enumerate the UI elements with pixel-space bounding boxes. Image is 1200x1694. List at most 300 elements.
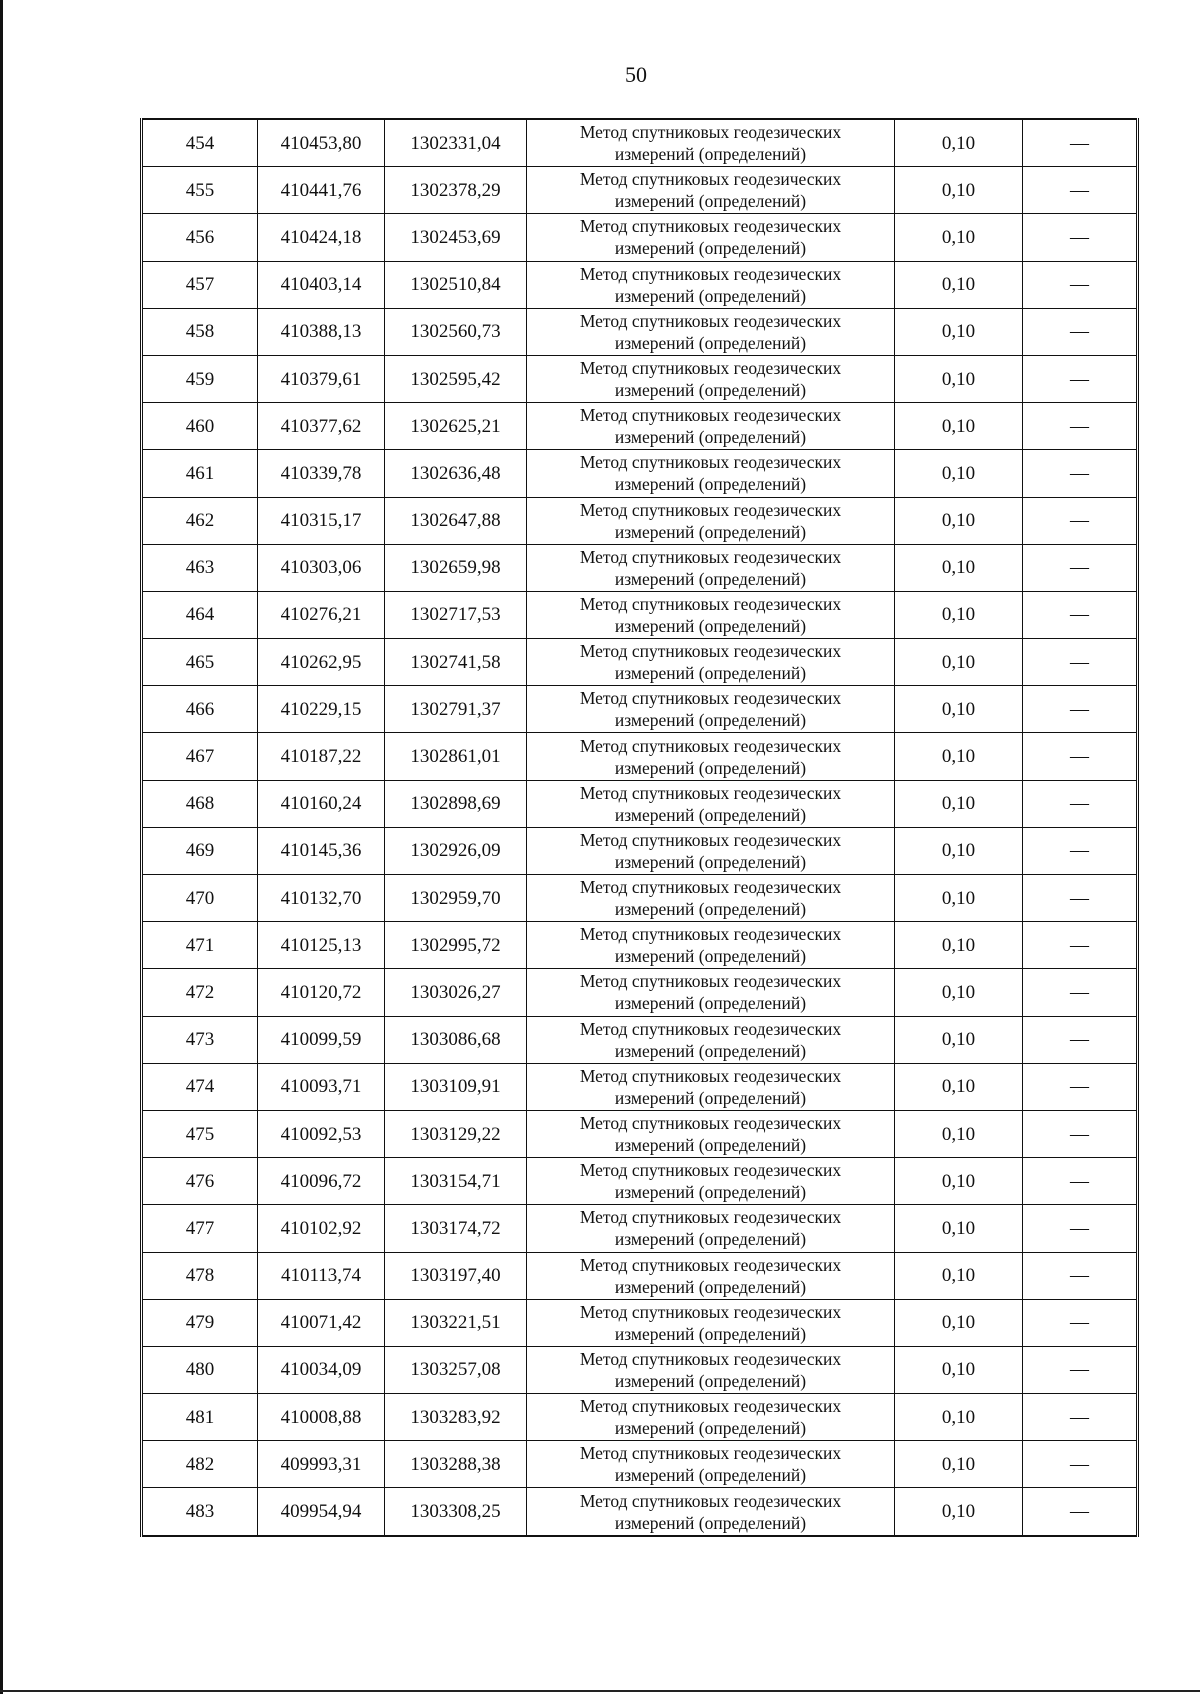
table-row xyxy=(142,261,1138,308)
x-coordinate-cell: 410441,76 xyxy=(258,167,385,214)
method-line-1: Метод спутниковых геодезических xyxy=(579,688,842,709)
note-cell xyxy=(1023,1252,1138,1299)
method-line-2: измерений (определений) xyxy=(614,946,807,967)
note-cell xyxy=(1023,591,1138,638)
note-dash: — xyxy=(1070,1170,1089,1192)
x-coordinate-cell: 410453,80 xyxy=(258,119,385,167)
method-line-2: измерений (определений) xyxy=(614,1465,807,1486)
table-row xyxy=(142,591,1138,638)
note-cell xyxy=(1023,1299,1138,1346)
method-line-1: Метод спутниковых геодезических xyxy=(579,971,842,992)
y-coordinate-cell: 1302995,72 xyxy=(385,922,527,969)
accuracy-cell: 0,10 xyxy=(895,639,1023,686)
method-line-2: измерений (определений) xyxy=(614,1087,807,1108)
note-cell xyxy=(1023,1205,1138,1252)
accuracy-cell: 0,10 xyxy=(895,119,1023,167)
method-line-2: измерений (определений) xyxy=(614,332,807,353)
y-coordinate-cell: 1302595,42 xyxy=(385,355,527,402)
method-line-2: измерений (определений) xyxy=(614,899,807,920)
note-dash: — xyxy=(1070,887,1089,909)
method-cell xyxy=(527,119,895,167)
x-coordinate-cell: 410424,18 xyxy=(258,214,385,261)
y-coordinate-cell: 1303197,40 xyxy=(385,1252,527,1299)
note-dash: — xyxy=(1070,746,1089,768)
method-line-2: измерений (определений) xyxy=(614,993,807,1014)
accuracy-cell: 0,10 xyxy=(895,167,1023,214)
method-line-2: измерений (определений) xyxy=(614,804,807,825)
page-number: 50 xyxy=(625,62,647,87)
accuracy-cell: 0,10 xyxy=(895,544,1023,591)
x-coordinate-cell: 410071,42 xyxy=(258,1299,385,1346)
note-dash: — xyxy=(1070,840,1089,862)
method-cell xyxy=(527,780,895,827)
accuracy-cell: 0,10 xyxy=(895,969,1023,1016)
note-cell xyxy=(1023,403,1138,450)
point-number-cell: 477 xyxy=(142,1205,258,1252)
point-number-cell: 454 xyxy=(142,119,258,167)
x-coordinate-cell: 410132,70 xyxy=(258,875,385,922)
table-row xyxy=(142,497,1138,544)
method-cell xyxy=(527,639,895,686)
method-line-1: Метод спутниковых геодезических xyxy=(579,877,842,898)
method-cell xyxy=(527,308,895,355)
note-cell xyxy=(1023,214,1138,261)
method-line-1: Метод спутниковых геодезических xyxy=(579,310,842,331)
table-row xyxy=(142,1346,1138,1393)
y-coordinate-cell: 1303129,22 xyxy=(385,1110,527,1157)
table-row xyxy=(142,780,1138,827)
note-cell xyxy=(1023,1488,1138,1536)
table-row xyxy=(142,1110,1138,1157)
method-line-2: измерений (определений) xyxy=(614,191,807,212)
method-line-1: Метод спутниковых геодезических xyxy=(579,546,842,567)
method-line-2: измерений (определений) xyxy=(614,1229,807,1250)
point-number-cell: 481 xyxy=(142,1394,258,1441)
x-coordinate-cell: 410187,22 xyxy=(258,733,385,780)
point-number-cell: 467 xyxy=(142,733,258,780)
x-coordinate-cell: 410096,72 xyxy=(258,1158,385,1205)
y-coordinate-cell: 1302959,70 xyxy=(385,875,527,922)
method-line-1: Метод спутниковых геодезических xyxy=(579,1301,842,1322)
note-dash: — xyxy=(1070,1453,1089,1475)
method-cell xyxy=(527,261,895,308)
note-dash: — xyxy=(1070,1312,1089,1334)
method-cell xyxy=(527,1110,895,1157)
y-coordinate-cell: 1302659,98 xyxy=(385,544,527,591)
point-number-cell: 468 xyxy=(142,780,258,827)
method-cell xyxy=(527,1488,895,1536)
accuracy-cell: 0,10 xyxy=(895,403,1023,450)
method-cell xyxy=(527,1299,895,1346)
note-cell xyxy=(1023,308,1138,355)
coordinates-table-body xyxy=(142,119,1138,1536)
point-number-cell: 455 xyxy=(142,167,258,214)
note-dash: — xyxy=(1070,415,1089,437)
note-cell xyxy=(1023,922,1138,969)
accuracy-cell: 0,10 xyxy=(895,875,1023,922)
coordinates-table xyxy=(140,118,1139,1537)
note-cell xyxy=(1023,1346,1138,1393)
y-coordinate-cell: 1302331,04 xyxy=(385,119,527,167)
method-line-1: Метод спутниковых геодезических xyxy=(579,452,842,473)
method-line-1: Метод спутниковых геодезических xyxy=(579,1018,842,1039)
x-coordinate-cell: 410099,59 xyxy=(258,1016,385,1063)
table-row xyxy=(142,922,1138,969)
accuracy-cell: 0,10 xyxy=(895,922,1023,969)
y-coordinate-cell: 1303174,72 xyxy=(385,1205,527,1252)
method-line-2: измерений (определений) xyxy=(614,663,807,684)
method-line-2: измерений (определений) xyxy=(614,1512,807,1533)
method-line-2: измерений (определений) xyxy=(614,1418,807,1439)
method-cell xyxy=(527,544,895,591)
note-cell xyxy=(1023,1394,1138,1441)
method-line-1: Метод спутниковых геодезических xyxy=(579,1443,842,1464)
method-cell xyxy=(527,733,895,780)
note-dash: — xyxy=(1070,698,1089,720)
y-coordinate-cell: 1302453,69 xyxy=(385,214,527,261)
y-coordinate-cell: 1303257,08 xyxy=(385,1346,527,1393)
accuracy-cell: 0,10 xyxy=(895,355,1023,402)
note-cell xyxy=(1023,1158,1138,1205)
method-cell xyxy=(527,214,895,261)
method-line-2: измерений (определений) xyxy=(614,1040,807,1061)
y-coordinate-cell: 1303288,38 xyxy=(385,1441,527,1488)
x-coordinate-cell: 410339,78 xyxy=(258,450,385,497)
method-line-2: измерений (определений) xyxy=(614,521,807,542)
point-number-cell: 461 xyxy=(142,450,258,497)
y-coordinate-cell: 1302378,29 xyxy=(385,167,527,214)
method-cell xyxy=(527,1016,895,1063)
accuracy-cell: 0,10 xyxy=(895,1441,1023,1488)
method-line-1: Метод спутниковых геодезических xyxy=(579,782,842,803)
method-cell xyxy=(527,1205,895,1252)
note-cell xyxy=(1023,119,1138,167)
point-number-cell: 460 xyxy=(142,403,258,450)
method-cell xyxy=(527,969,895,1016)
note-dash: — xyxy=(1070,604,1089,626)
point-number-cell: 470 xyxy=(142,875,258,922)
table-row xyxy=(142,827,1138,874)
note-dash: — xyxy=(1070,1123,1089,1145)
accuracy-cell: 0,10 xyxy=(895,1063,1023,1110)
y-coordinate-cell: 1302717,53 xyxy=(385,591,527,638)
note-cell xyxy=(1023,827,1138,874)
note-cell xyxy=(1023,1016,1138,1063)
y-coordinate-cell: 1303283,92 xyxy=(385,1394,527,1441)
y-coordinate-cell: 1303154,71 xyxy=(385,1158,527,1205)
scan-left-edge xyxy=(0,0,3,1694)
method-line-1: Метод спутниковых геодезических xyxy=(579,1207,842,1228)
accuracy-cell: 0,10 xyxy=(895,1205,1023,1252)
note-dash: — xyxy=(1070,462,1089,484)
note-dash: — xyxy=(1070,934,1089,956)
accuracy-cell: 0,10 xyxy=(895,1488,1023,1536)
y-coordinate-cell: 1302510,84 xyxy=(385,261,527,308)
note-cell xyxy=(1023,875,1138,922)
note-dash: — xyxy=(1070,1265,1089,1287)
accuracy-cell: 0,10 xyxy=(895,261,1023,308)
x-coordinate-cell: 410102,92 xyxy=(258,1205,385,1252)
table-row xyxy=(142,1441,1138,1488)
note-cell xyxy=(1023,1063,1138,1110)
x-coordinate-cell: 410125,13 xyxy=(258,922,385,969)
point-number-cell: 458 xyxy=(142,308,258,355)
method-line-2: измерений (определений) xyxy=(614,238,807,259)
point-number-cell: 464 xyxy=(142,591,258,638)
accuracy-cell: 0,10 xyxy=(895,214,1023,261)
method-line-2: измерений (определений) xyxy=(614,615,807,636)
accuracy-cell: 0,10 xyxy=(895,1110,1023,1157)
x-coordinate-cell: 410315,17 xyxy=(258,497,385,544)
note-dash: — xyxy=(1070,1406,1089,1428)
accuracy-cell: 0,10 xyxy=(895,1346,1023,1393)
method-line-2: измерений (определений) xyxy=(614,427,807,448)
note-cell xyxy=(1023,733,1138,780)
x-coordinate-cell: 410403,14 xyxy=(258,261,385,308)
note-cell xyxy=(1023,1441,1138,1488)
x-coordinate-cell: 410303,06 xyxy=(258,544,385,591)
x-coordinate-cell: 410377,62 xyxy=(258,403,385,450)
accuracy-cell: 0,10 xyxy=(895,591,1023,638)
method-cell xyxy=(527,1394,895,1441)
table-row xyxy=(142,308,1138,355)
method-cell xyxy=(527,875,895,922)
x-coordinate-cell: 410262,95 xyxy=(258,639,385,686)
x-coordinate-cell: 409954,94 xyxy=(258,1488,385,1536)
method-line-1: Метод спутниковых геодезических xyxy=(579,1113,842,1134)
note-cell xyxy=(1023,686,1138,733)
note-dash: — xyxy=(1070,651,1089,673)
table-row xyxy=(142,733,1138,780)
method-line-2: измерений (определений) xyxy=(614,1182,807,1203)
x-coordinate-cell: 410229,15 xyxy=(258,686,385,733)
method-line-1: Метод спутниковых геодезических xyxy=(579,641,842,662)
note-dash: — xyxy=(1070,179,1089,201)
method-line-1: Метод спутниковых геодезических xyxy=(579,1254,842,1275)
point-number-cell: 482 xyxy=(142,1441,258,1488)
point-number-cell: 459 xyxy=(142,355,258,402)
method-line-2: измерений (определений) xyxy=(614,144,807,165)
method-line-2: измерений (определений) xyxy=(614,474,807,495)
accuracy-cell: 0,10 xyxy=(895,733,1023,780)
x-coordinate-cell: 410008,88 xyxy=(258,1394,385,1441)
x-coordinate-cell: 410276,21 xyxy=(258,591,385,638)
method-line-2: измерений (определений) xyxy=(614,1370,807,1391)
method-line-1: Метод спутниковых геодезических xyxy=(579,593,842,614)
y-coordinate-cell: 1302741,58 xyxy=(385,639,527,686)
note-cell xyxy=(1023,261,1138,308)
table-row xyxy=(142,639,1138,686)
table-row xyxy=(142,1205,1138,1252)
method-line-1: Метод спутниковых геодезических xyxy=(579,1396,842,1417)
point-number-cell: 479 xyxy=(142,1299,258,1346)
note-cell xyxy=(1023,780,1138,827)
x-coordinate-cell: 410120,72 xyxy=(258,969,385,1016)
y-coordinate-cell: 1303221,51 xyxy=(385,1299,527,1346)
y-coordinate-cell: 1303109,91 xyxy=(385,1063,527,1110)
method-line-1: Метод спутниковых геодезических xyxy=(579,358,842,379)
method-cell xyxy=(527,1441,895,1488)
method-line-2: измерений (определений) xyxy=(614,380,807,401)
accuracy-cell: 0,10 xyxy=(895,1016,1023,1063)
method-line-1: Метод спутниковых геодезических xyxy=(579,216,842,237)
method-line-1: Метод спутниковых геодезических xyxy=(579,499,842,520)
note-dash: — xyxy=(1070,510,1089,532)
table-row xyxy=(142,355,1138,402)
x-coordinate-cell: 410034,09 xyxy=(258,1346,385,1393)
note-dash: — xyxy=(1070,274,1089,296)
accuracy-cell: 0,10 xyxy=(895,1299,1023,1346)
note-cell xyxy=(1023,450,1138,497)
x-coordinate-cell: 410145,36 xyxy=(258,827,385,874)
method-line-2: измерений (определений) xyxy=(614,757,807,778)
method-cell xyxy=(527,355,895,402)
point-number-cell: 474 xyxy=(142,1063,258,1110)
note-dash: — xyxy=(1070,793,1089,815)
table-row xyxy=(142,1016,1138,1063)
accuracy-cell: 0,10 xyxy=(895,1394,1023,1441)
table-row xyxy=(142,1299,1138,1346)
note-cell xyxy=(1023,1110,1138,1157)
x-coordinate-cell: 410092,53 xyxy=(258,1110,385,1157)
method-cell xyxy=(527,403,895,450)
method-cell xyxy=(527,686,895,733)
table-row xyxy=(142,450,1138,497)
note-cell xyxy=(1023,167,1138,214)
method-cell xyxy=(527,1252,895,1299)
accuracy-cell: 0,10 xyxy=(895,308,1023,355)
table-row xyxy=(142,119,1138,167)
note-dash: — xyxy=(1070,1217,1089,1239)
method-line-1: Метод спутниковых геодезических xyxy=(579,924,842,945)
note-cell xyxy=(1023,497,1138,544)
note-dash: — xyxy=(1070,226,1089,248)
point-number-cell: 483 xyxy=(142,1488,258,1536)
x-coordinate-cell: 410093,71 xyxy=(258,1063,385,1110)
method-line-1: Метод спутниковых геодезических xyxy=(579,735,842,756)
method-line-2: измерений (определений) xyxy=(614,1323,807,1344)
y-coordinate-cell: 1302560,73 xyxy=(385,308,527,355)
y-coordinate-cell: 1302898,69 xyxy=(385,780,527,827)
method-line-2: измерений (определений) xyxy=(614,710,807,731)
note-dash: — xyxy=(1070,1076,1089,1098)
method-cell xyxy=(527,450,895,497)
table-row xyxy=(142,1394,1138,1441)
table-row xyxy=(142,167,1138,214)
method-line-1: Метод спутниковых геодезических xyxy=(579,263,842,284)
method-line-2: измерений (определений) xyxy=(614,1135,807,1156)
table-row xyxy=(142,686,1138,733)
point-number-cell: 478 xyxy=(142,1252,258,1299)
point-number-cell: 473 xyxy=(142,1016,258,1063)
x-coordinate-cell: 410388,13 xyxy=(258,308,385,355)
x-coordinate-cell: 410379,61 xyxy=(258,355,385,402)
y-coordinate-cell: 1302861,01 xyxy=(385,733,527,780)
x-coordinate-cell: 410160,24 xyxy=(258,780,385,827)
method-cell xyxy=(527,1346,895,1393)
y-coordinate-cell: 1303308,25 xyxy=(385,1488,527,1536)
note-dash: — xyxy=(1070,1501,1089,1523)
accuracy-cell: 0,10 xyxy=(895,780,1023,827)
table-row xyxy=(142,969,1138,1016)
x-coordinate-cell: 409993,31 xyxy=(258,1441,385,1488)
note-dash: — xyxy=(1070,1029,1089,1051)
y-coordinate-cell: 1303026,27 xyxy=(385,969,527,1016)
table-row xyxy=(142,1158,1138,1205)
table-row xyxy=(142,403,1138,450)
method-cell xyxy=(527,1063,895,1110)
method-line-1: Метод спутниковых геодезических xyxy=(579,405,842,426)
accuracy-cell: 0,10 xyxy=(895,1252,1023,1299)
note-cell xyxy=(1023,355,1138,402)
point-number-cell: 472 xyxy=(142,969,258,1016)
y-coordinate-cell: 1302647,88 xyxy=(385,497,527,544)
method-cell xyxy=(527,827,895,874)
point-number-cell: 456 xyxy=(142,214,258,261)
method-line-2: измерений (определений) xyxy=(614,1276,807,1297)
y-coordinate-cell: 1303086,68 xyxy=(385,1016,527,1063)
method-line-1: Метод спутниковых геодезических xyxy=(579,1065,842,1086)
point-number-cell: 462 xyxy=(142,497,258,544)
method-cell xyxy=(527,1158,895,1205)
y-coordinate-cell: 1302625,21 xyxy=(385,403,527,450)
note-cell xyxy=(1023,544,1138,591)
note-cell xyxy=(1023,969,1138,1016)
point-number-cell: 465 xyxy=(142,639,258,686)
point-number-cell: 480 xyxy=(142,1346,258,1393)
note-cell xyxy=(1023,639,1138,686)
y-coordinate-cell: 1302791,37 xyxy=(385,686,527,733)
point-number-cell: 475 xyxy=(142,1110,258,1157)
method-line-1: Метод спутниковых геодезических xyxy=(579,1160,842,1181)
y-coordinate-cell: 1302636,48 xyxy=(385,450,527,497)
method-line-1: Метод спутниковых геодезических xyxy=(579,169,842,190)
note-dash: — xyxy=(1070,981,1089,1003)
table-row xyxy=(142,1488,1138,1536)
note-dash: — xyxy=(1070,1359,1089,1381)
method-line-2: измерений (определений) xyxy=(614,285,807,306)
method-cell xyxy=(527,922,895,969)
note-dash: — xyxy=(1070,321,1089,343)
method-cell xyxy=(527,497,895,544)
method-cell xyxy=(527,591,895,638)
method-cell xyxy=(527,167,895,214)
point-number-cell: 457 xyxy=(142,261,258,308)
point-number-cell: 476 xyxy=(142,1158,258,1205)
accuracy-cell: 0,10 xyxy=(895,1158,1023,1205)
table-row xyxy=(142,875,1138,922)
y-coordinate-cell: 1302926,09 xyxy=(385,827,527,874)
point-number-cell: 463 xyxy=(142,544,258,591)
method-line-1: Метод спутниковых геодезических xyxy=(579,829,842,850)
table-row xyxy=(142,214,1138,261)
note-dash: — xyxy=(1070,368,1089,390)
method-line-1: Метод спутниковых геодезических xyxy=(579,1490,842,1511)
accuracy-cell: 0,10 xyxy=(895,450,1023,497)
note-dash: — xyxy=(1070,557,1089,579)
point-number-cell: 471 xyxy=(142,922,258,969)
point-number-cell: 469 xyxy=(142,827,258,874)
accuracy-cell: 0,10 xyxy=(895,827,1023,874)
table-row xyxy=(142,1252,1138,1299)
method-line-2: измерений (определений) xyxy=(614,568,807,589)
method-line-1: Метод спутниковых геодезических xyxy=(579,1348,842,1369)
method-line-1: Метод спутниковых геодезических xyxy=(579,122,842,143)
method-line-2: измерений (определений) xyxy=(614,851,807,872)
point-number-cell: 466 xyxy=(142,686,258,733)
accuracy-cell: 0,10 xyxy=(895,497,1023,544)
table-row xyxy=(142,1063,1138,1110)
